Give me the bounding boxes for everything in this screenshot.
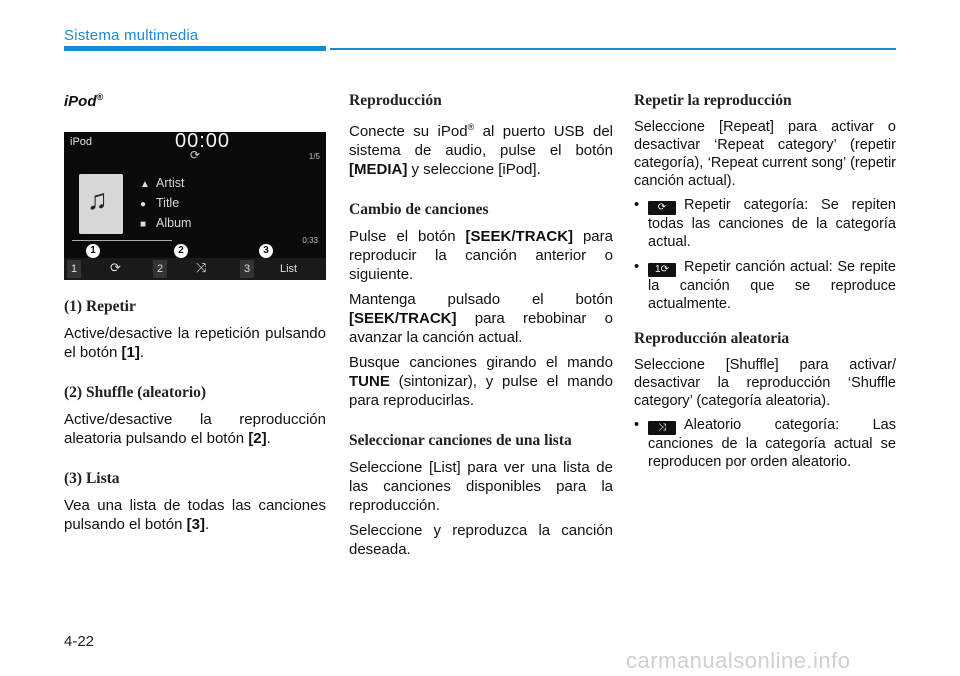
aleatoria-paragraph: Seleccione [Shuffle] para activar/ desactivar la reproducción ‘Shuffle category’ (categoría aleatoria). <box>634 357 896 409</box>
reproduccion-heading: Reproducción <box>349 92 442 109</box>
title-icon: ● <box>140 199 147 210</box>
softkey-1-number[interactable]: 1 <box>67 260 81 278</box>
screen-time: 00:00 <box>175 130 231 152</box>
callout-badge-2: 2 <box>174 244 188 258</box>
list-item: • ⤨ Aleatorio categoría: Las canciones de la categoría actual se reproducen por orden aleatorio. <box>634 417 896 470</box>
ipod-screen-figure <box>64 132 326 280</box>
softkey-2-number[interactable]: 2 <box>153 260 167 278</box>
shuffle-category-icon: ⤨ <box>648 421 676 435</box>
busque-paragraph: Busque canciones girando el mando TUNE (sintonizar), y pulse el mando para reproducirlas. <box>349 354 613 409</box>
callout-badge-3: 3 <box>259 244 273 258</box>
aleatoria-heading: Reproducción aleatoria <box>634 330 790 347</box>
repeat-heading: (1) Repetir <box>64 298 136 315</box>
list-paragraph: Vea una lista de todas las canciones pulsando el botón [3]. <box>64 497 326 533</box>
mantenga-paragraph: Mantenga pulsado el botón [SEEK/TRACK] para rebobinar o avanzar la canción actual. <box>349 291 613 346</box>
cambio-paragraph: Pulse el botón [SEEK/TRACK] para reproducir la canción anterior o siguiente. <box>349 228 613 283</box>
progress-bar <box>72 240 172 241</box>
repeat-paragraph: Active/desactive la repetición pulsando el botón [1]. <box>64 325 326 361</box>
shuffle-heading: (2) Shuffle (aleatorio) <box>64 384 207 401</box>
repeat-list <box>634 196 896 313</box>
music-note-icon: ♫ <box>87 184 108 215</box>
callout-badge-1: 1 <box>86 244 100 258</box>
repeat-icon[interactable]: ⟳ <box>110 260 121 275</box>
shuffle-paragraph: Active/desactive la reproducción aleatoria pulsando el botón [2]. <box>64 411 326 447</box>
screen-duration: 0:33 <box>302 236 318 245</box>
watermark: carmanualsonline.info <box>626 648 851 673</box>
column-3 <box>634 92 896 478</box>
album-icon: ■ <box>140 219 147 230</box>
meta-artist: ▲ Artist <box>140 176 185 190</box>
shuffle-list <box>634 416 896 471</box>
ipod-heading: iPod® <box>64 92 104 110</box>
column-1 <box>64 92 326 540</box>
page-number: 4-22 <box>64 633 95 650</box>
screen-repeat-icon: ⟳ <box>190 148 201 162</box>
repetir-paragraph: Seleccione [Repeat] para activar o desactivar ‘Repeat category’ (repetir categoría), ‘Repeat current song’ (repetir canción actual). <box>634 119 896 189</box>
meta-title: ● Title <box>140 196 180 210</box>
person-icon: ▲ <box>140 179 150 190</box>
lista-heading: Seleccionar canciones de una lista <box>349 432 572 449</box>
list-item: • ⟳ Repetir categoría: Se repiten todas las canciones de la categoría actual. <box>634 197 896 250</box>
softkey-list-label[interactable]: List <box>280 263 298 275</box>
screen-source-label: iPod <box>70 136 93 148</box>
list-heading: (3) Lista <box>64 470 120 487</box>
reproduccion-paragraph: Conecte su iPod® al puerto USB del sistema de audio, pulse el botón [MEDIA] y seleccione [iPod]. <box>349 122 613 178</box>
header-rule-left <box>64 46 326 51</box>
header-rule-right <box>330 48 896 50</box>
lista-paragraph-1: Seleccione [List] para ver una lista de las canciones disponibles para la reproducción. <box>349 459 613 514</box>
cambio-heading: Cambio de canciones <box>349 201 489 218</box>
lista-paragraph-2: Seleccione y reproduzca la canción deseada. <box>349 522 613 558</box>
shuffle-icon[interactable]: ⤨ <box>196 260 207 275</box>
meta-album: ■ Album <box>140 216 192 230</box>
list-item: • 1⟳ Repetir canción actual: Se repite la canción que se reproduce actualmente. <box>634 259 896 312</box>
repetir-heading: Repetir la reproducción <box>634 92 792 109</box>
screen-track-count: 1/5 <box>308 152 320 161</box>
repeat-one-icon: 1⟳ <box>648 263 676 277</box>
album-art <box>79 174 123 234</box>
softkey-3-number[interactable]: 3 <box>240 260 254 278</box>
section-title: Sistema multimedia <box>64 27 199 44</box>
repeat-category-icon: ⟳ <box>648 201 676 215</box>
column-2 <box>349 92 613 565</box>
